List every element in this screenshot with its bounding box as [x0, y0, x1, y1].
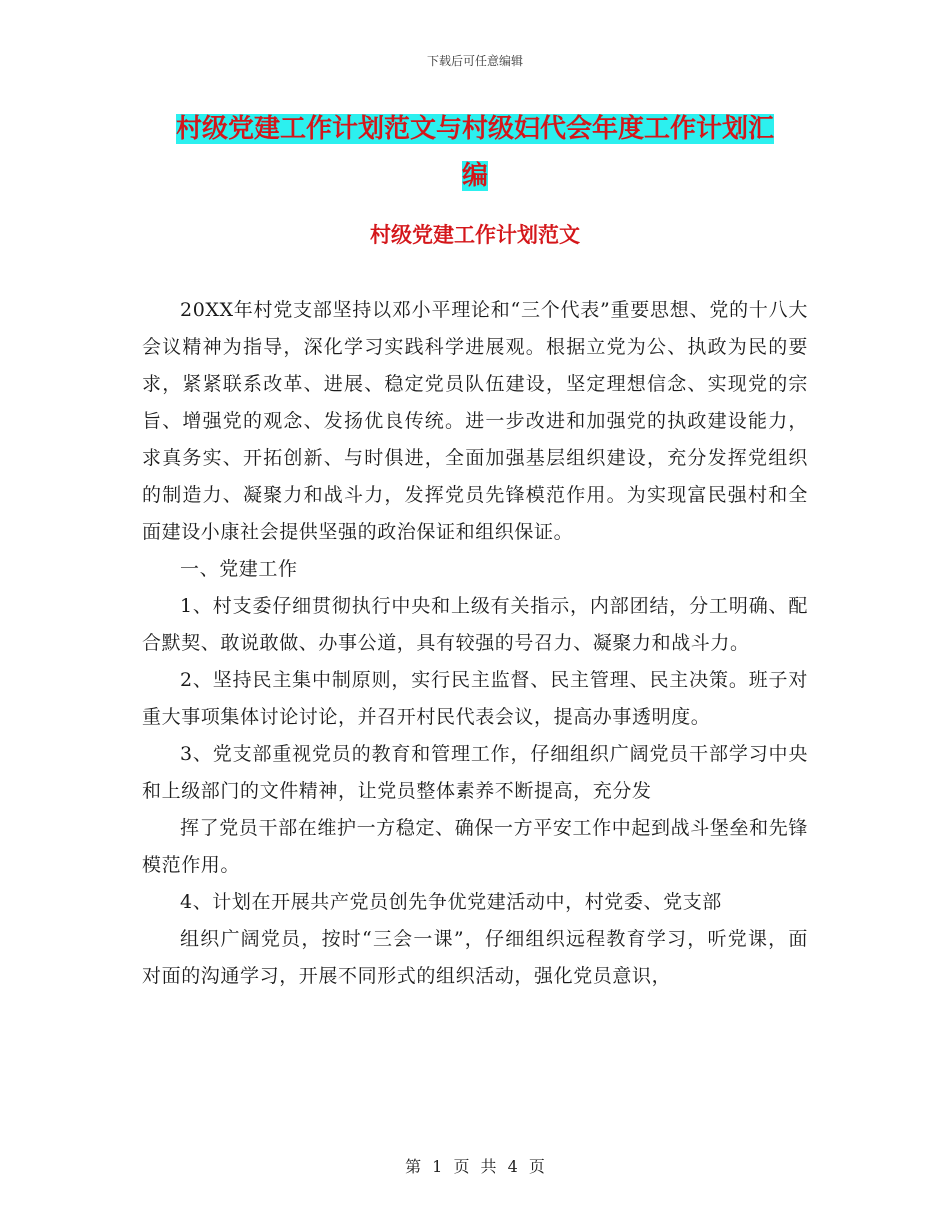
section-title: 村级党建工作计划范文 [370, 223, 580, 247]
paragraph-item-2: 2、坚持民主集中制原则，实行民主监督、民主管理、民主决策。班子对重大事项集体讨论讨论，并召开村民代表会议，提高办事透明度。 [142, 669, 808, 728]
title-line-2: 编 [461, 161, 488, 191]
paragraph-item-4: 4、计划在开展共产党员创先争优党建活动中，村党委、党支部 [180, 891, 722, 913]
paragraph-intro: 20XX年村党支部坚持以邓小平理论和“三个代表”重要思想、党的十八大会议精神为指导，深化学习实践科学进展观。根据立党为公、执政为民的要求，紧紧联系改革、进展、稳定党员队伍建设，坚定理想信念、实现党的宗旨、增强党的观念、发扬优良传统。进一步改进和加强党的执政建设能力，求真务实、开拓创新、与时俱进，全面加强基层组织建设，充分发挥党组织的制造力、凝聚力和战斗力，发挥党员先锋模范作用。为实现富民强村和全面建设小康社会提供坚强的政治保证和组织保证。 [142, 299, 808, 543]
title-line-1: 村级党建工作计划范文与村级妇代会年度工作计划汇 [175, 114, 774, 144]
paragraph-item-4-cont: 组织广阔党员，按时“三会一课”，仔细组织远程教育学习，听党课，面对面的沟通学习，开展不同形式的组织活动，强化党员意识， [142, 928, 808, 987]
heading-party-work: 一、党建工作 [180, 558, 298, 580]
page-footer: 第 1 页 共 4 页 [405, 1157, 545, 1176]
paragraph-item-3: 3、党支部重视党员的教育和管理工作，仔细组织广阔党员干部学习中央和上级部门的文件精神，让党员整体素养不断提高，充分发 [142, 743, 808, 802]
body-text [142, 292, 808, 995]
paragraph-item-1: 1、村支委仔细贯彻执行中央和上级有关指示，内部团结，分工明确、配合默契、敢说敢做、办事公道，具有较强的号召力、凝聚力和战斗力。 [142, 595, 808, 654]
header-note: 下载后可任意编辑 [426, 54, 523, 68]
document-title [130, 106, 820, 200]
paragraph-item-3-cont: 挥了党员干部在维护一方稳定、确保一方平安工作中起到战斗堡垒和先锋模范作用。 [142, 817, 808, 876]
